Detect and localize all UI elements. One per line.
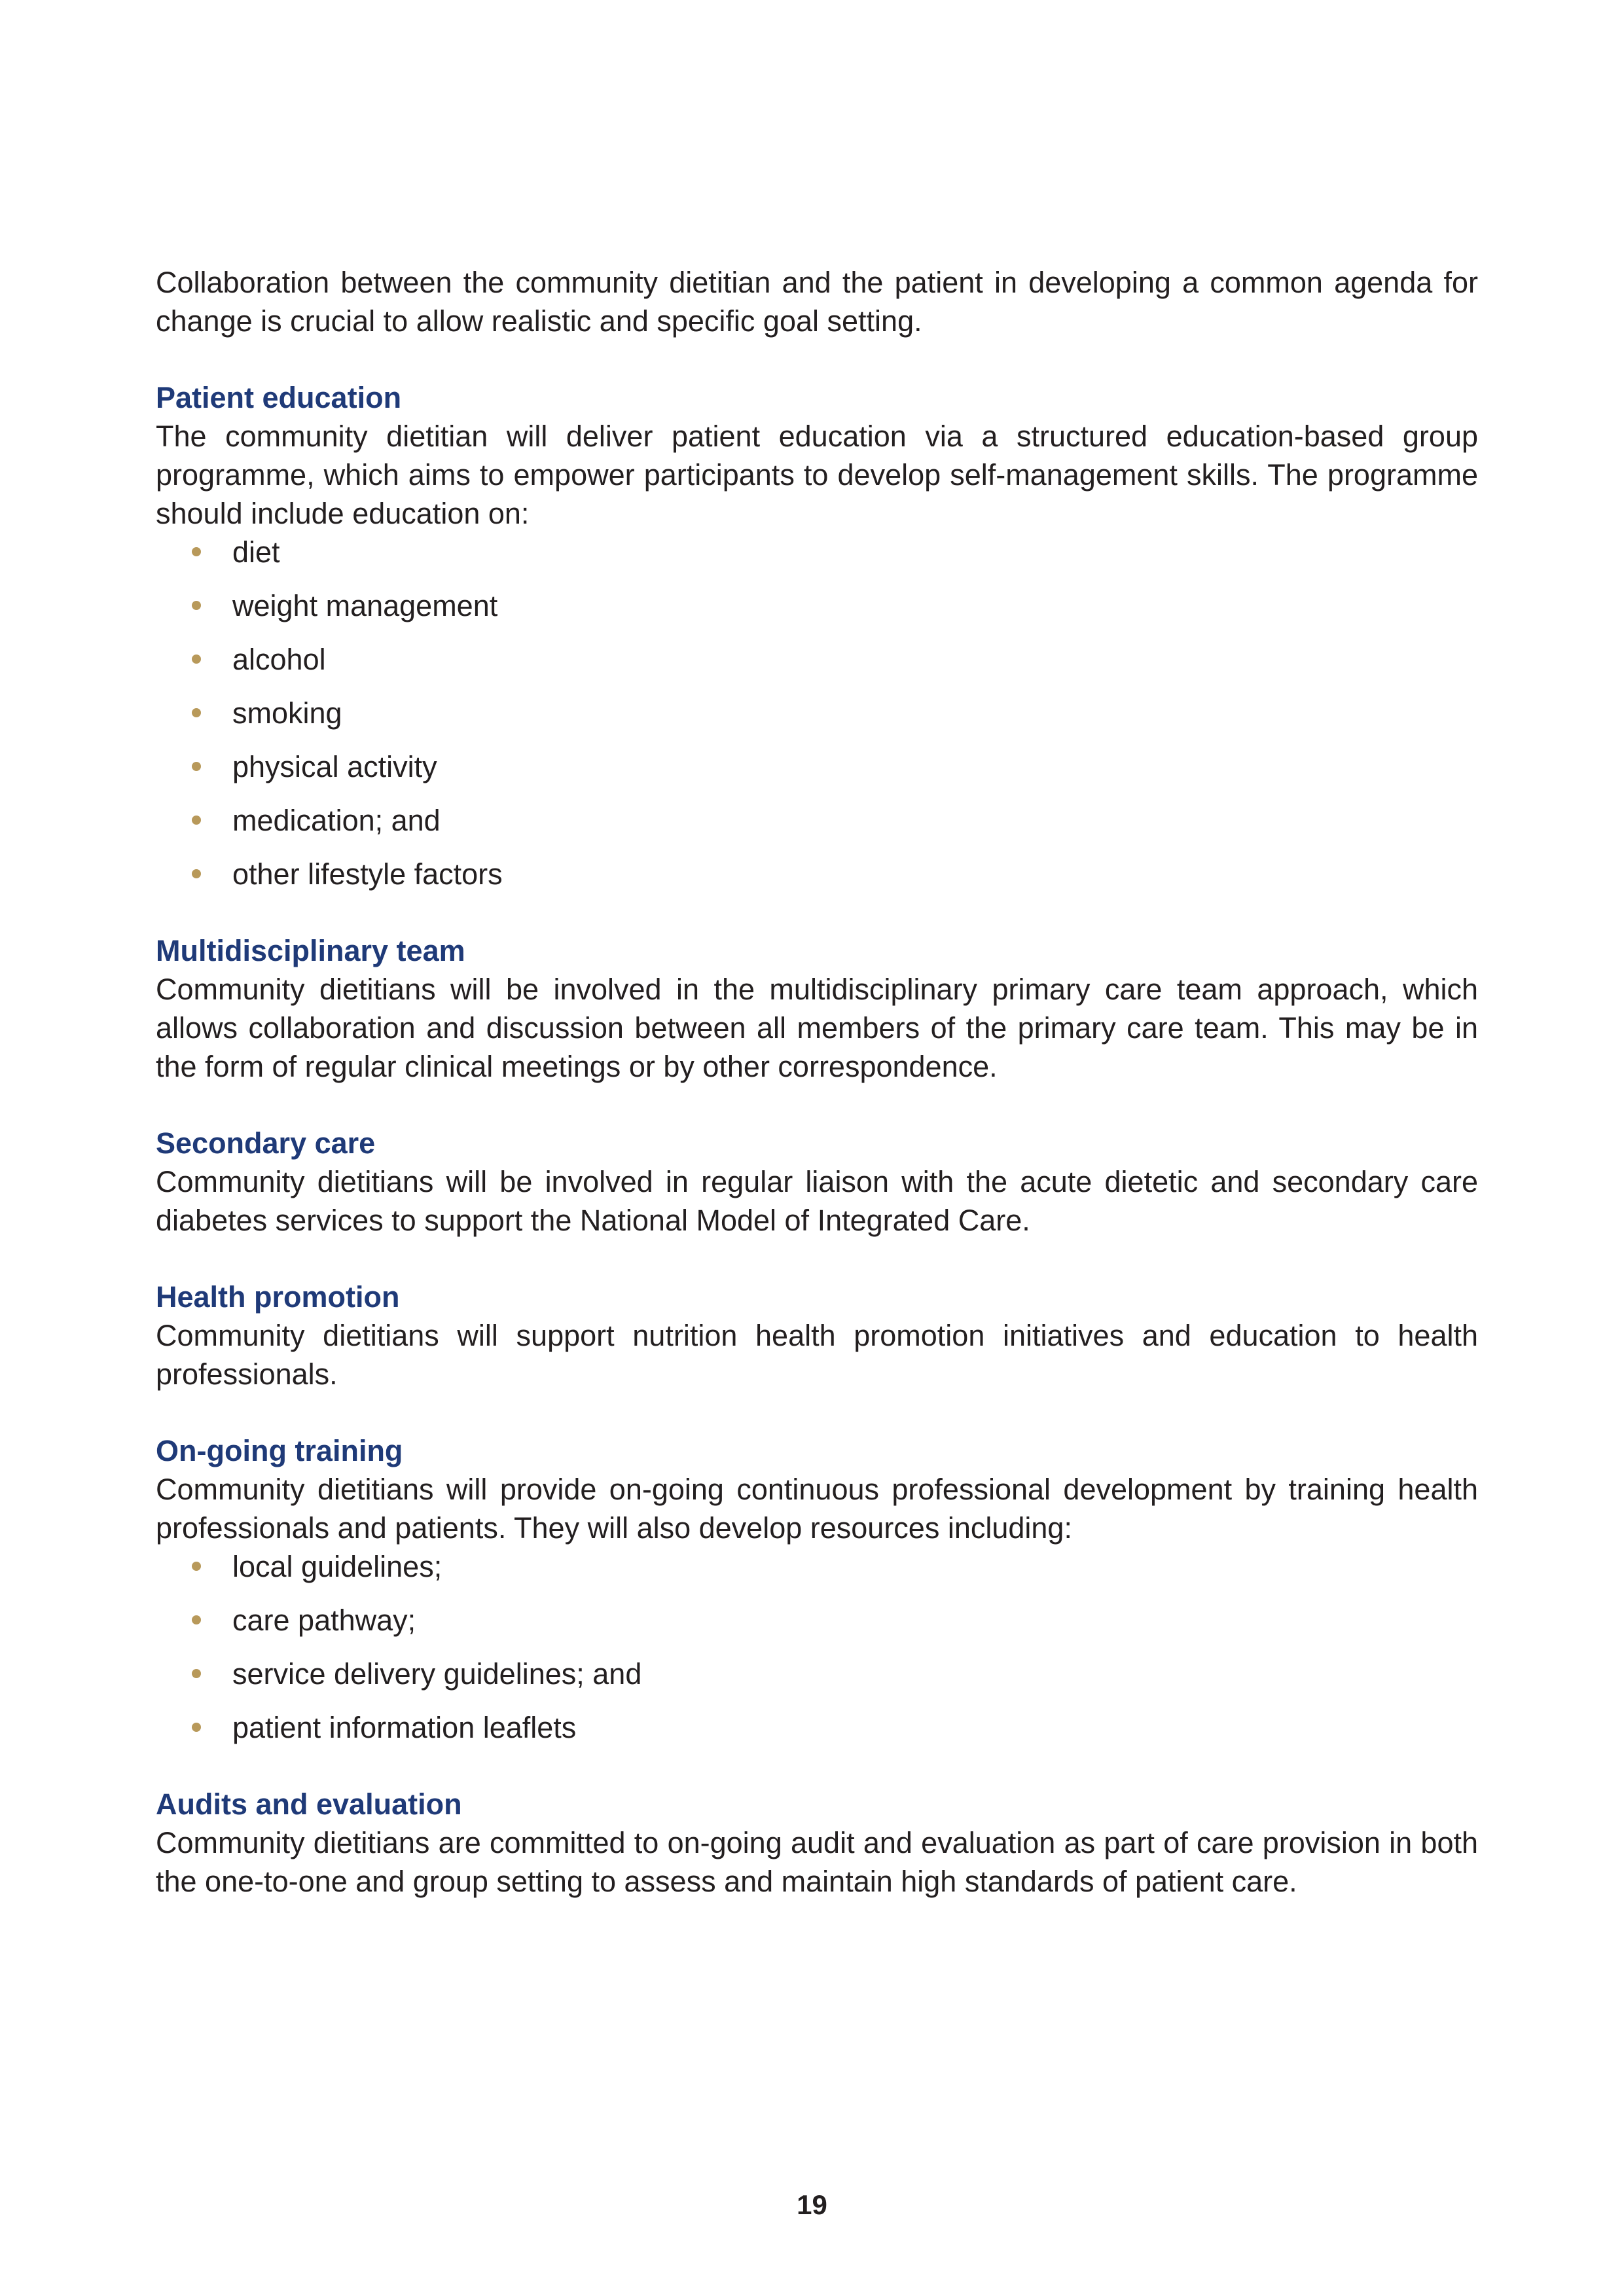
section-patient-education bbox=[156, 378, 1478, 893]
list-item: care pathway; bbox=[156, 1601, 1478, 1640]
section-body: Community dietitians will be involved in regular liaison with the acute dietetic and secondary care diabetes services to support the National Model of Integrated Care. bbox=[156, 1165, 1478, 1237]
section-body: Community dietitians are committed to on-going audit and evaluation as part of care provision in both the one-to-one and group setting to assess and maintain high standards of patient care. bbox=[156, 1826, 1478, 1898]
list-item: other lifestyle factors bbox=[156, 855, 1478, 893]
page-content bbox=[156, 263, 1478, 1901]
section-body: The community dietitian will deliver patient education via a structured education-based group programme, which aims to empower participants to develop self-management skills. The programme should include education on: bbox=[156, 420, 1478, 530]
bullet-icon bbox=[192, 1615, 201, 1624]
section-health-promotion bbox=[156, 1278, 1478, 1393]
bullet-icon bbox=[192, 816, 201, 825]
section-ongoing-training bbox=[156, 1431, 1478, 1747]
section-multidisciplinary-team bbox=[156, 931, 1478, 1086]
list-item: diet bbox=[156, 533, 1478, 571]
bullet-icon bbox=[192, 708, 201, 717]
intro-paragraph: Collaboration between the community dietitian and the patient in developing a common agenda for change is crucial to allow realistic and specific goal setting. bbox=[156, 266, 1478, 338]
section-heading: Secondary care bbox=[156, 1126, 376, 1160]
section-audits-evaluation bbox=[156, 1785, 1478, 1901]
bullet-icon bbox=[192, 547, 201, 556]
list-item: local guidelines; bbox=[156, 1547, 1478, 1586]
list-item: patient information leaflets bbox=[156, 1708, 1478, 1747]
page-number: 19 bbox=[797, 2189, 827, 2220]
list-item: alcohol bbox=[156, 640, 1478, 679]
bullet-icon bbox=[192, 1562, 201, 1571]
list-item: service delivery guidelines; and bbox=[156, 1655, 1478, 1693]
bullet-icon bbox=[192, 655, 201, 664]
bullet-icon bbox=[192, 1669, 201, 1678]
section-body: Community dietitians will be involved in the multidisciplinary primary care team approach, which allows collaboration and discussion between all members of the primary care team. This may be in the form of regular clinical meetings or by other correspondence. bbox=[156, 973, 1478, 1083]
list-item: weight management bbox=[156, 586, 1478, 625]
list-item: medication; and bbox=[156, 801, 1478, 840]
section-heading: On-going training bbox=[156, 1434, 403, 1467]
list-item: physical activity bbox=[156, 747, 1478, 786]
section-heading: Health promotion bbox=[156, 1280, 400, 1314]
section-secondary-care bbox=[156, 1124, 1478, 1240]
bullet-icon bbox=[192, 601, 201, 610]
bullet-icon bbox=[192, 869, 201, 878]
section-heading: Patient education bbox=[156, 381, 402, 414]
training-resources-list bbox=[156, 1547, 1478, 1747]
list-item: smoking bbox=[156, 694, 1478, 732]
section-heading: Audits and evaluation bbox=[156, 1787, 462, 1821]
education-topics-list bbox=[156, 533, 1478, 893]
bullet-icon bbox=[192, 1723, 201, 1732]
bullet-icon bbox=[192, 762, 201, 771]
section-body: Community dietitians will provide on-going continuous professional development by training health professionals and patients. They will also develop resources including: bbox=[156, 1473, 1478, 1545]
section-body: Community dietitians will support nutrition health promotion initiatives and education to health professionals. bbox=[156, 1319, 1478, 1391]
section-heading: Multidisciplinary team bbox=[156, 934, 465, 967]
